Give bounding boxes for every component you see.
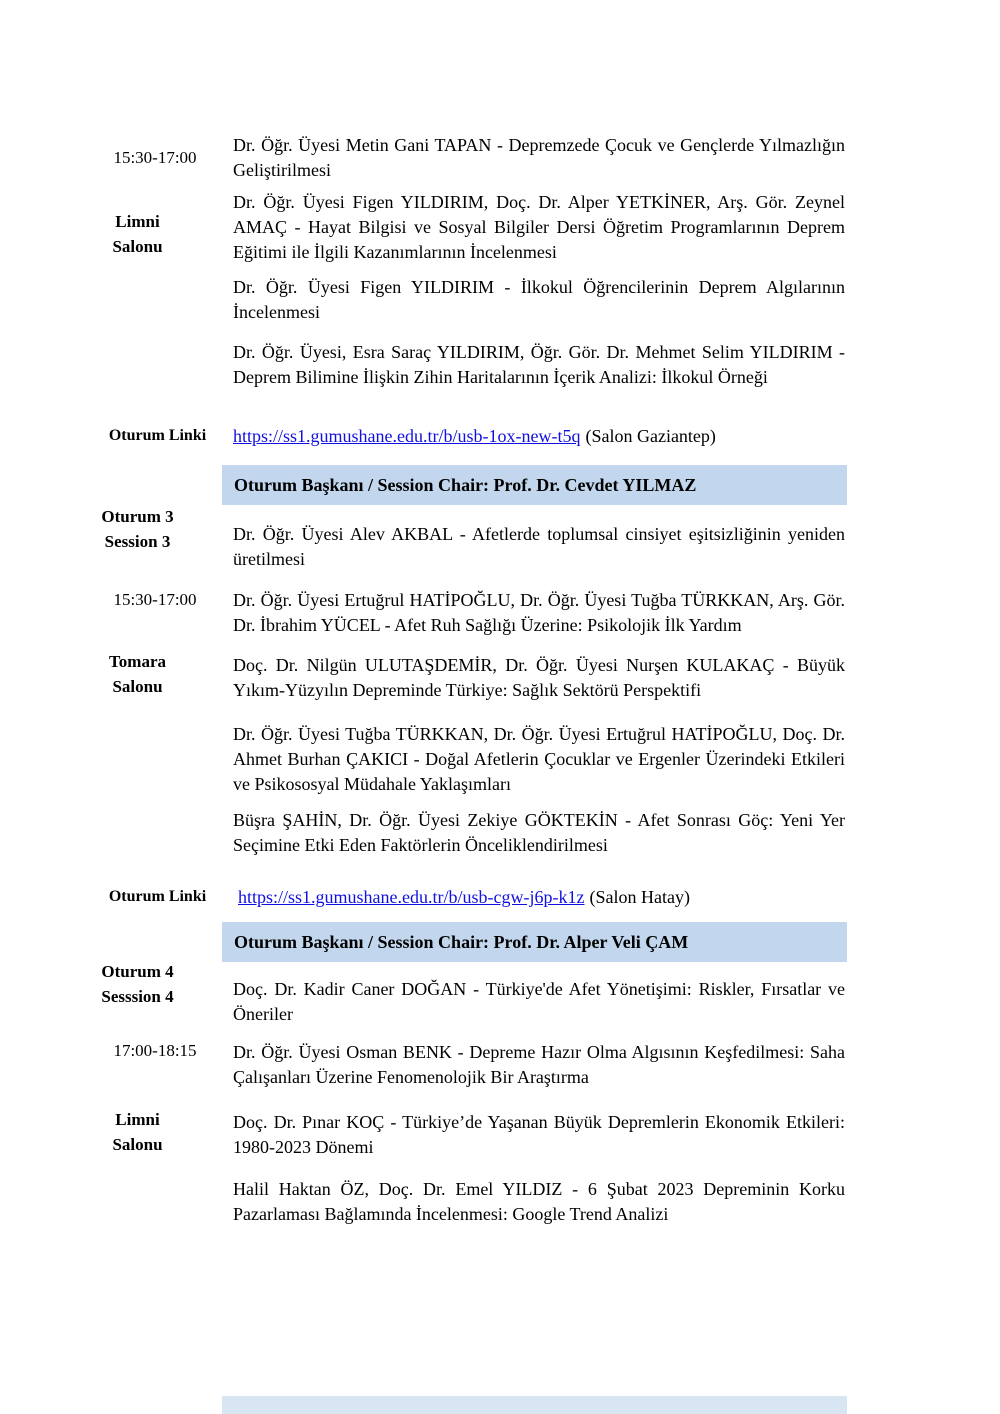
paper-entry: Dr. Öğr. Üyesi Metin Gani TAPAN - Depremzede Çocuk ve Gençlerde Yılmazlığın Geliştirilmesi [233, 135, 845, 180]
session2-room-line1: Limni [115, 212, 160, 231]
session4-time: 17:00-18:15 [113, 1041, 197, 1060]
session3-link[interactable]: https://ss1.gumushane.edu.tr/b/usb-cgw-j6p-k1z [238, 887, 585, 907]
paper-entry: Dr. Öğr. Üyesi Figen YILDIRIM, Doç. Dr. Alper YETKİNER, Arş. Gör. Zeynel AMAÇ - Hayat Bilgisi ve Sosyal Bilgiler Dersi Öğretim Programlarının Deprem Eğitimi ile İlgili Kazanımlarının İncelenmesi [233, 192, 845, 262]
session3-room-line1: Tomara [109, 652, 166, 671]
session4-chair-banner: Oturum Başkanı / Session Chair: Prof. Dr. Alper Veli ÇAM [222, 922, 847, 962]
session3-room-line2: Salonu [112, 677, 163, 696]
session3-label-line2: Session 3 [104, 532, 171, 551]
paper-entry: Doç. Dr. Nilgün ULUTAŞDEMİR, Dr. Öğr. Üyesi Nurşen KULAKAÇ - Büyük Yıkım-Yüzyılın Depreminde Türkiye: Sağlık Sektörü Perspektifi [233, 655, 845, 700]
paper-entry: Dr. Öğr. Üyesi Ertuğrul HATİPOĞLU, Dr. Öğr. Üyesi Tuğba TÜRKKAN, Arş. Gör. Dr. İbrahim YÜCEL - Afet Ruh Sağlığı Üzerine: Psikolojik İlk Yardım [233, 590, 845, 635]
session3-chair-banner: Oturum Başkanı / Session Chair: Prof. Dr. Cevdet YILMAZ [222, 465, 847, 505]
session3-salon-note: (Salon Hatay) [589, 887, 690, 907]
session3-link-row [238, 885, 850, 910]
session4-label-line1: Oturum 4 [101, 962, 174, 981]
paper-entry: Dr. Öğr. Üyesi Figen YILDIRIM - İlkokul Öğrencilerinin Deprem Algılarının İncelenmesi [233, 277, 845, 322]
paper-entry: Doç. Dr. Kadir Caner DOĞAN - Türkiye'de Afet Yönetişimi: Riskler, Fırsatlar ve Öneriler [233, 979, 845, 1024]
paper-entry: Doç. Dr. Pınar KOÇ - Türkiye’de Yaşanan Büyük Depremlerin Ekonomik Etkileri: 1980-2023 Dönemi [233, 1112, 845, 1157]
session2-link-label: Oturum Linki [108, 427, 207, 444]
paper-entry: Dr. Öğr. Üyesi Tuğba TÜRKKAN, Dr. Öğr. Üyesi Ertuğrul HATİPOĞLU, Doç. Dr. Ahmet Burhan ÇAKICI - Doğal Afetlerin Çocuklar ve Ergenler Üzerindeki Etkileri ve Psikososyal Müdahale Yaklaşımları [233, 724, 845, 794]
session3-time: 15:30-17:00 [113, 590, 197, 609]
session2-time: 15:30-17:00 [113, 148, 197, 167]
paper-entry: Halil Haktan ÖZ, Doç. Dr. Emel YILDIZ - 6 Şubat 2023 Depreminin Korku Pazarlaması Bağlamında İncelenmesi: Google Trend Analizi [233, 1179, 845, 1224]
session3-link-label: Oturum Linki [108, 888, 207, 905]
paper-entry: Dr. Öğr. Üyesi, Esra Saraç YILDIRIM, Öğr. Gör. Dr. Mehmet Selim YILDIRIM - Deprem Bilimine İlişkin Zihin Haritalarının İçerik Analizi: İlkokul Örneği [233, 342, 845, 387]
paper-entry: Büşra ŞAHİN, Dr. Öğr. Üyesi Zekiye GÖKTEKİN - Afet Sonrası Göç: Yeni Yer Seçimine Etki Eden Faktörlerin Önceliklendirilmesi [233, 810, 845, 855]
session2-link-row [233, 424, 845, 449]
session2-room-line2: Salonu [112, 237, 163, 256]
session4-label-line2: Sesssion 4 [101, 987, 174, 1006]
session4-room-line2: Salonu [112, 1135, 163, 1154]
session3-label-line1: Oturum 3 [101, 507, 174, 526]
paper-entry: Dr. Öğr. Üyesi Alev AKBAL - Afetlerde toplumsal cinsiyet eşitsizliğinin yeniden üretilmesi [233, 524, 845, 569]
partial-next-banner [222, 1396, 847, 1414]
session2-salon-note: (Salon Gaziantep) [585, 426, 716, 446]
session2-link[interactable]: https://ss1.gumushane.edu.tr/b/usb-1ox-new-t5q [233, 426, 581, 446]
paper-entry: Dr. Öğr. Üyesi Osman BENK - Depreme Hazır Olma Algısının Keşfedilmesi: Saha Çalışanları Üzerine Fenomenolojik Bir Araştırma [233, 1042, 845, 1087]
session4-room-line1: Limni [115, 1110, 160, 1129]
